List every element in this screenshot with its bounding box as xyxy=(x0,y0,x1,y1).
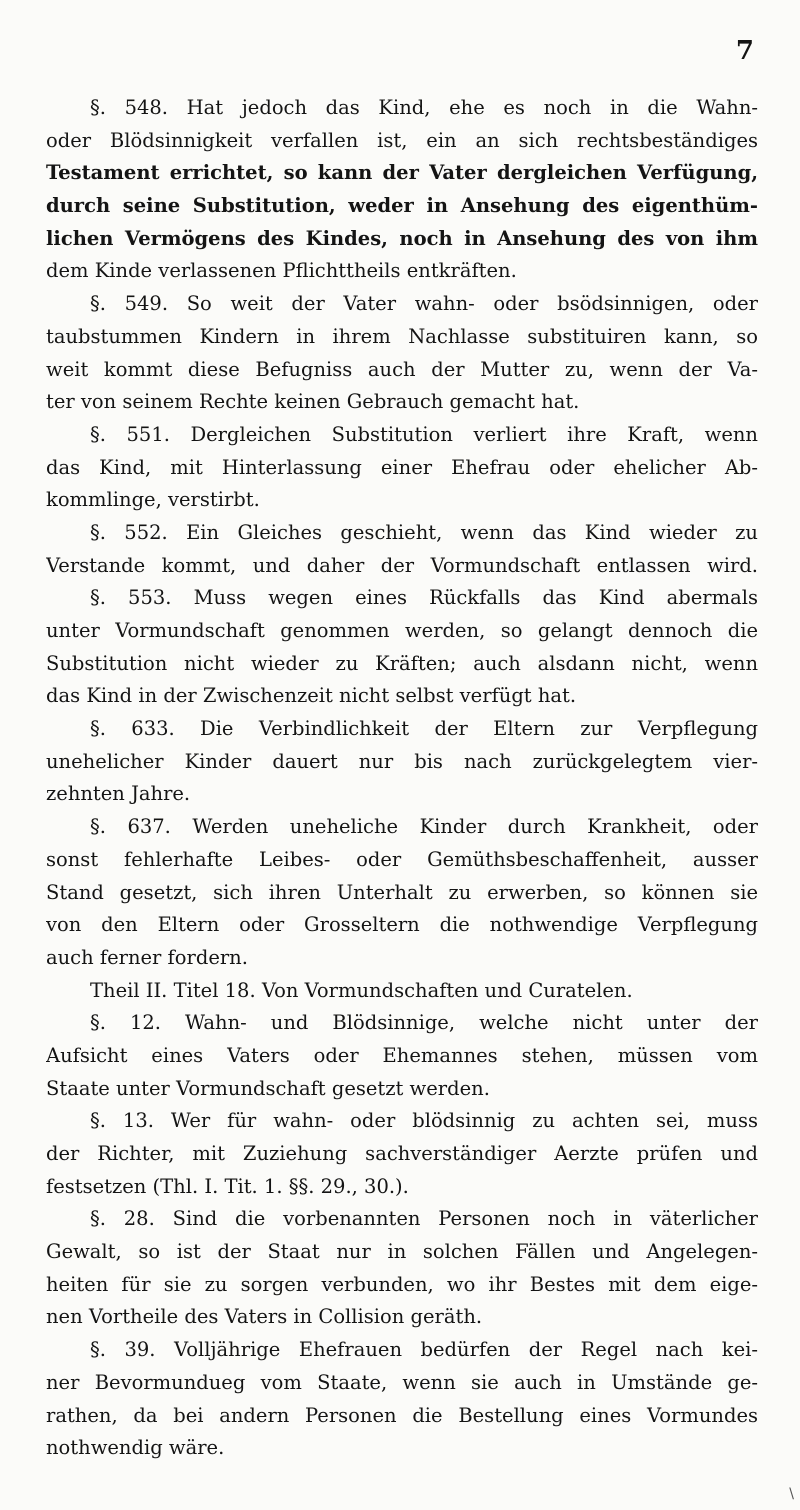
text-line: §. 39. Volljährige Ehefrauen bedürfen der Regel nach kei- xyxy=(90,1338,758,1362)
text-line: §. 552. Ein Gleiches geschieht, wenn das Kind wieder zu xyxy=(90,520,758,544)
text-line: nen Vortheile des Vaters in Collision geräth. xyxy=(46,1305,483,1329)
page-number: 7 xyxy=(735,36,754,66)
text-line: §. 637. Werden uneheliche Kinder durch Krankheit, oder xyxy=(90,815,758,839)
text-line: Verstande kommt, und daher der Vormundschaft entlassen wird. xyxy=(46,553,758,577)
text-line: das Kind, mit Hinterlassung einer Ehefrau oder ehelicher Ab- xyxy=(46,455,758,479)
section-heading: Theil II. Titel 18. Von Vormundschaften und Curatelen. xyxy=(90,978,633,1002)
text-line: dem Kinde verlassenen Pflichttheils entkräften. xyxy=(46,259,517,283)
text-line: §. 549. So weit der Vater wahn- oder bsödsinnigen, oder xyxy=(90,292,758,316)
page-edge-mark: \ xyxy=(789,1486,794,1502)
text-line: zehnten Jahre. xyxy=(46,782,191,806)
text-line: weit kommt diese Befugniss auch der Mutter zu, wenn der Va- xyxy=(46,357,758,381)
text-line: der Richter, mit Zuziehung sachverständiger Aerzte prüfen und xyxy=(46,1142,758,1165)
text-line: Gewalt, so ist der Staat nur in solchen Fällen und Angelegen- xyxy=(46,1240,758,1264)
body-text xyxy=(46,92,758,1465)
text-line: kommlinge, verstirbt. xyxy=(46,488,260,512)
text-line: §. 12. Wahn- und Blödsinnige, welche nicht unter der xyxy=(90,1011,758,1035)
text-line: Aufsicht eines Vaters oder Ehemannes stehen, müssen vom xyxy=(46,1043,758,1067)
text-line: Testament errichtet, so kann der Vater dergleichen Verfügung, xyxy=(46,161,758,185)
text-line: durch seine Substitution, weder in Ansehung des eigenthüm- xyxy=(46,194,758,218)
text-line: §. 553. Muss wegen eines Rückfalls das Kind abermals xyxy=(90,586,758,610)
text-line: nothwendig wäre. xyxy=(46,1436,225,1460)
text-line: heiten für sie zu sorgen verbunden, wo ihr Bestes mit dem eige- xyxy=(46,1272,758,1296)
text-line: lichen Vermögens des Kindes, noch in Ansehung des von ihm xyxy=(46,226,758,250)
text-line: das Kind in der Zwischenzeit nicht selbst verfügt hat. xyxy=(46,684,577,708)
text-line: Stand gesetzt, sich ihren Unterhalt zu erwerben, so können sie xyxy=(46,880,758,904)
text-line: Substitution nicht wieder zu Kräften; auch alsdann nicht, wenn xyxy=(46,651,758,675)
text-line: rathen, da bei andern Personen die Bestellung eines Vormundes xyxy=(46,1403,758,1427)
text-line: §. 633. Die Verbindlichkeit der Eltern zur Verpflegung xyxy=(90,717,758,741)
text-line: §. 551. Dergleichen Substitution verliert ihre Kraft, wenn xyxy=(90,422,758,446)
text-line: ner Bevormundueg vom Staate, wenn sie auch in Umstände ge- xyxy=(46,1370,758,1394)
text-line: unehelicher Kinder dauert nur bis nach zurückgelegtem vier- xyxy=(46,749,758,773)
text-line: auch ferner fordern. xyxy=(46,945,248,969)
text-line: §. 548. Hat jedoch das Kind, ehe es noch in die Wahn- xyxy=(90,96,758,119)
text-line: festsetzen (Thl. I. Tit. 1. §§. 29., 30.). xyxy=(46,1174,409,1198)
text-line: ter von seinem Rechte keinen Gebrauch gemacht hat. xyxy=(46,390,580,414)
text-line: unter Vormundschaft genommen werden, so gelangt dennoch die xyxy=(46,619,758,642)
text-line: oder Blödsinnigkeit verfallen ist, ein an sich rechtsbeständiges xyxy=(46,128,758,152)
text-line: Staate unter Vormundschaft gesetzt werden. xyxy=(46,1076,490,1100)
text-line: §. 13. Wer für wahn- oder blödsinnig zu achten sei, muss xyxy=(90,1109,758,1133)
text-line: von den Eltern oder Grosseltern die nothwendige Verpflegung xyxy=(46,913,758,937)
text-line: taubstummen Kindern in ihrem Nachlasse substituiren kann, so xyxy=(46,324,758,348)
text-line: sonst fehlerhafte Leibes- oder Gemüthsbeschaffenheit, ausser xyxy=(46,847,758,871)
text-line: §. 28. Sind die vorbenannten Personen noch in väterlicher xyxy=(90,1207,758,1231)
